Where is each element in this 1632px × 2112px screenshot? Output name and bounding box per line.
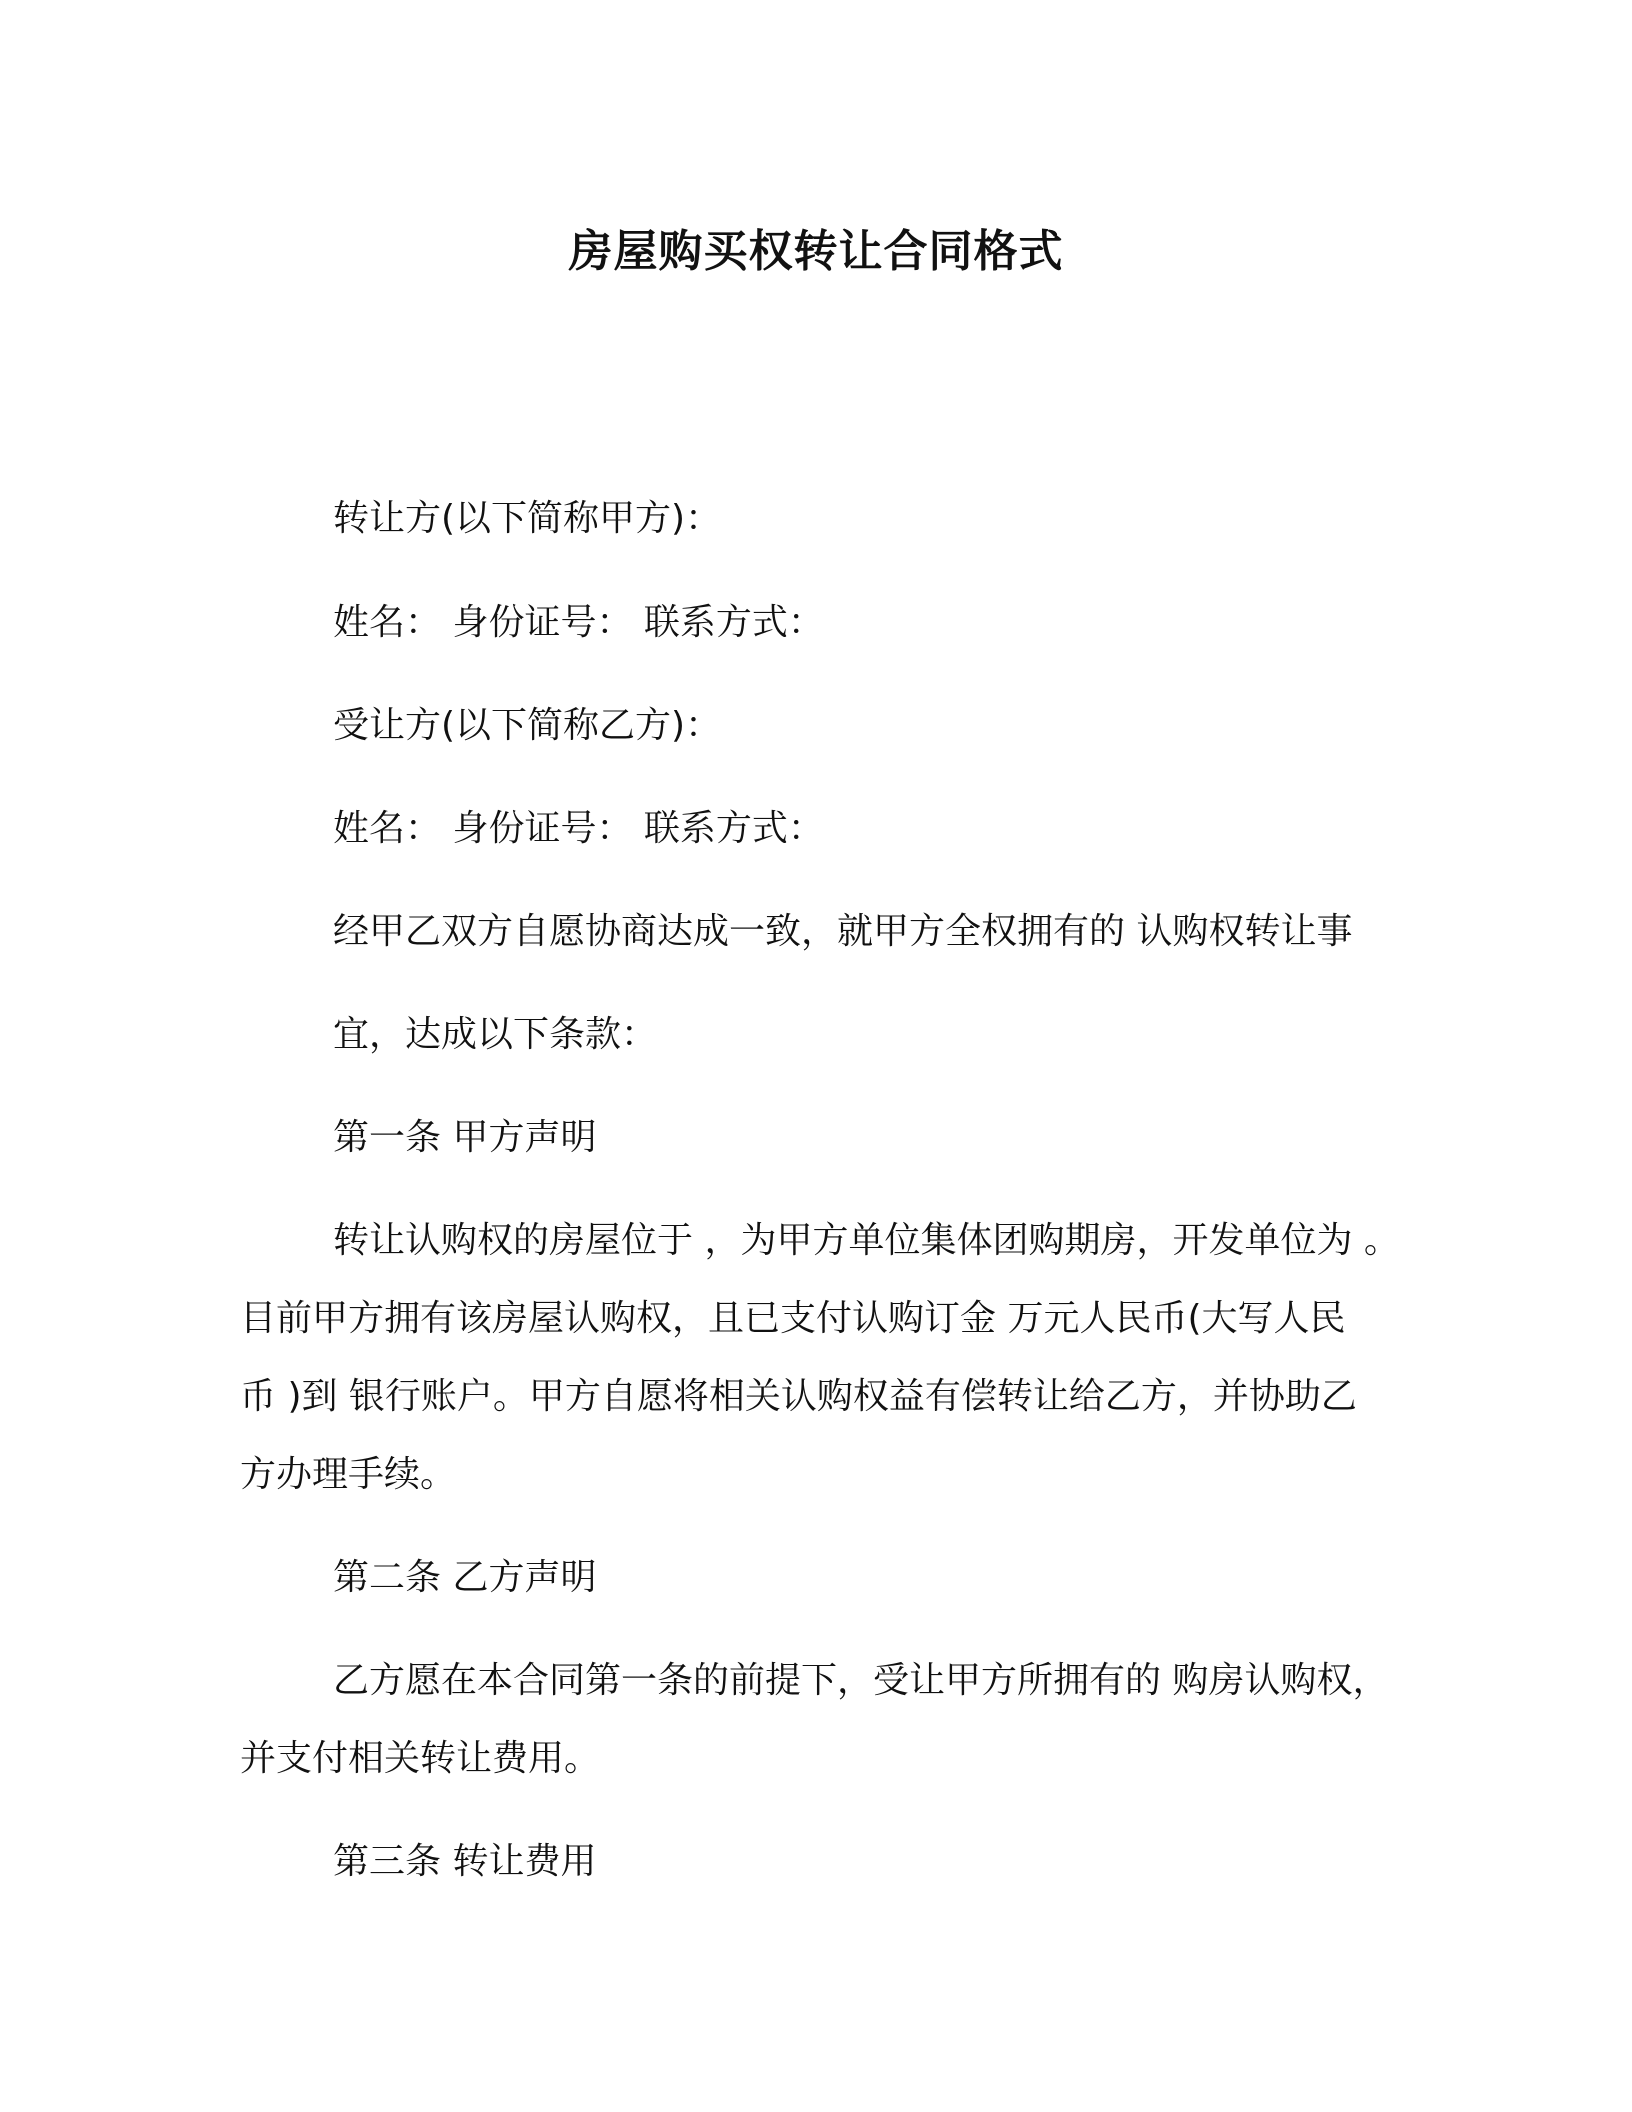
article-3-heading: 第三条 转让费用 bbox=[333, 1841, 597, 1882]
document-title: 房屋购买权转让合同格式 bbox=[568, 226, 1064, 277]
transferor-heading: 转让方(以下简称甲方)： bbox=[333, 498, 722, 539]
article-1-line-4: 方办理手续。 bbox=[240, 1454, 457, 1495]
article-2-heading: 第二条 乙方声明 bbox=[333, 1557, 597, 1598]
transferee-info-line: 姓名： 身份证号： 联系方式： bbox=[333, 808, 824, 849]
preamble-line-1: 经甲乙双方自愿协商达成一致，就甲方全权拥有的 认购权转让事 bbox=[333, 911, 1353, 952]
article-1-line-3: 币 )到 银行账户。甲方自愿将相关认购权益有偿转让给乙方，并协助乙 bbox=[240, 1376, 1357, 1417]
article-1-heading: 第一条 甲方声明 bbox=[333, 1117, 597, 1158]
article-2-line-1: 乙方愿在本合同第一条的前提下，受让甲方所拥有的 购房认购权， bbox=[333, 1660, 1389, 1701]
article-1-line-2: 目前甲方拥有该房屋认购权，且已支付认购订金 万元人民币(大写人民 bbox=[240, 1298, 1346, 1339]
article-1-line-1: 转让认购权的房屋位于 ，为甲方单位集体团购期房，开发单位为 。 bbox=[333, 1220, 1400, 1261]
transferor-info-line: 姓名： 身份证号： 联系方式： bbox=[333, 602, 824, 643]
article-2-line-2: 并支付相关转让费用。 bbox=[240, 1738, 601, 1779]
preamble-line-2: 宜，达成以下条款： bbox=[333, 1014, 658, 1055]
transferee-heading: 受让方(以下简称乙方)： bbox=[333, 705, 722, 746]
